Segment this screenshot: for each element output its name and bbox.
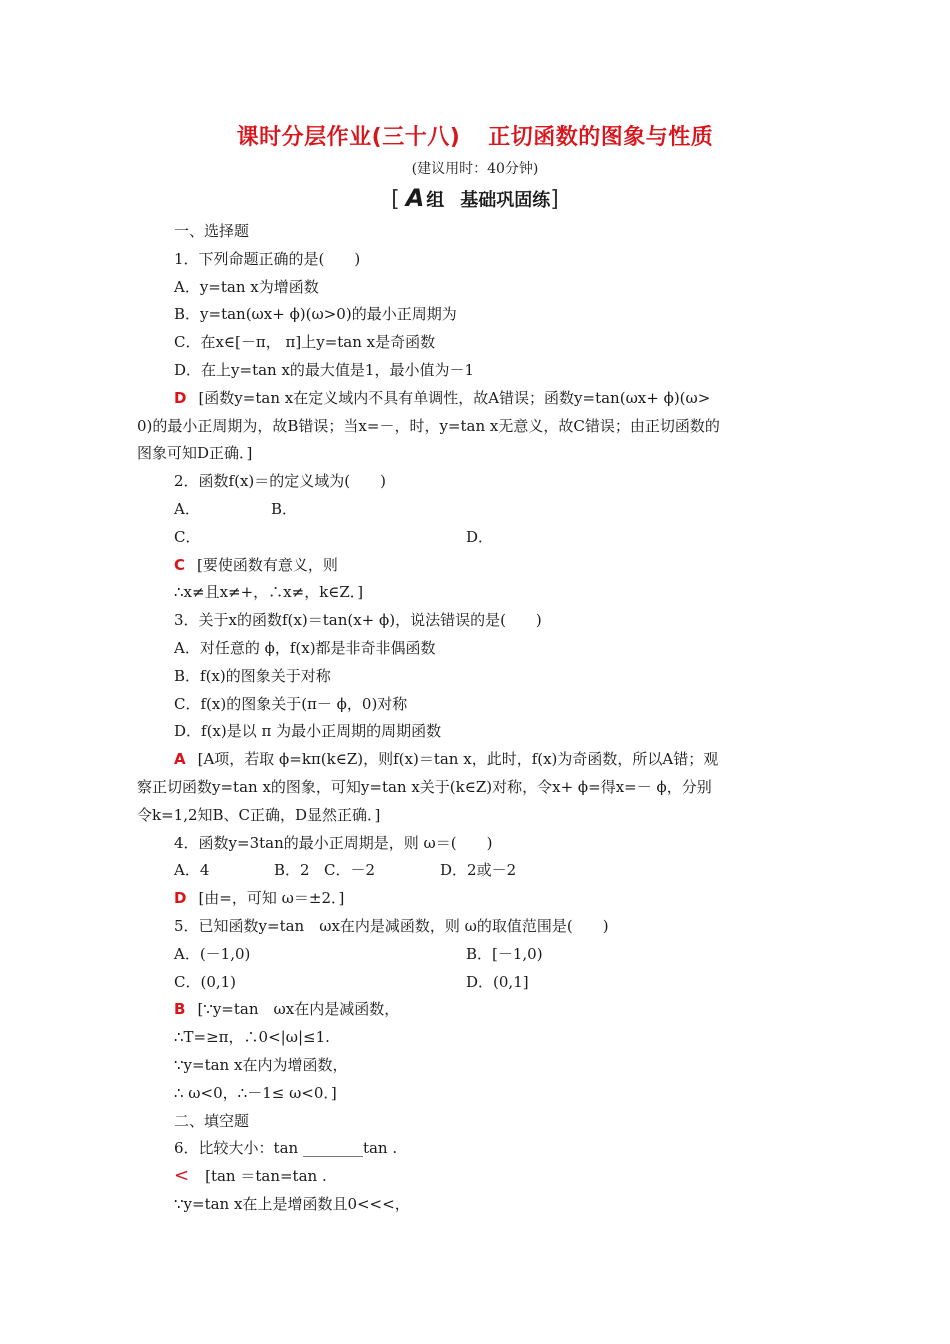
line-text: [A项，若取 ϕ=kπ(k∈Z)，则f(x)＝tan x，此时，f(x)为奇函数，所以A错；观 <box>197 750 719 768</box>
answer-key: D <box>174 389 187 407</box>
option-row <box>174 495 814 523</box>
text-line <box>137 773 712 801</box>
badge-bracket-close: ] <box>550 187 559 212</box>
line-text: B．f(x)的图象关于对称 <box>174 667 331 685</box>
option-item: D．2或－2 <box>440 861 517 879</box>
text-line <box>174 217 249 245</box>
text-line <box>174 467 386 495</box>
text-line <box>174 1023 330 1051</box>
option-item: D． <box>466 528 494 546</box>
text-line <box>174 1107 249 1135</box>
text-line <box>174 606 542 634</box>
line-text: A．对任意的 ϕ，f(x)都是非奇非偶函数 <box>174 639 436 657</box>
option-item: C． <box>174 528 201 546</box>
answer-line <box>174 995 399 1023</box>
answer-key: B <box>174 1000 186 1018</box>
text-line <box>137 412 720 440</box>
answer-line <box>174 551 338 579</box>
text-line <box>137 439 252 467</box>
answer-key: C <box>174 556 186 574</box>
line-text: ∵y=tan x在内为增函数， <box>174 1056 348 1074</box>
badge-group: 组 <box>426 190 445 211</box>
line-text: 5．已知函数y=tan ωx在内是减函数，则 ω的取值范围是( ) <box>174 917 609 935</box>
line-text: 图象可知D正确．] <box>137 444 253 462</box>
line-text: 4．函数y=3tan的最小正周期是，则 ω＝( ) <box>174 834 493 852</box>
line-text: [要使函数有意义，则 <box>197 556 338 574</box>
line-text: ∵y=tan x在上是增函数且0<<<， <box>174 1195 410 1213</box>
text-line <box>174 1190 410 1218</box>
line-text: 1．下列命题正确的是( ) <box>174 250 361 268</box>
text-line <box>137 801 380 829</box>
line-text: 6．比较大小：tan ________tan . <box>174 1139 398 1157</box>
answer-key: < <box>174 1165 190 1186</box>
option-item: B．[－1,0) <box>466 945 543 963</box>
answer-key: A <box>174 750 186 768</box>
option-row <box>174 856 814 884</box>
line-text: 察正切函数y=tan x的图象，可知y=tan x关于(k∈Z)对称，令x+ ϕ=得x=－ ϕ，分别 <box>137 778 712 796</box>
option-item: A．4 <box>174 861 210 879</box>
answer-line <box>174 384 710 412</box>
option-item: A．(－1,0) <box>174 945 251 963</box>
option-item: D．(0,1] <box>466 973 529 991</box>
line-text: [tan ＝tan=tan . <box>205 1167 327 1185</box>
line-text: 2．函数f(x)＝的定义域为( ) <box>174 472 386 490</box>
text-line <box>174 912 609 940</box>
text-line <box>174 356 474 384</box>
section-badge <box>0 184 950 212</box>
answer-line <box>174 884 344 912</box>
line-text: D．在上y=tan x的最大值是1，最小值为－1 <box>174 361 475 379</box>
line-text: C．在x∈[－π， π]上y=tan x是奇函数 <box>174 333 436 351</box>
line-text: C．f(x)的图象关于(π－ ϕ，0)对称 <box>174 695 408 713</box>
text-line <box>174 662 331 690</box>
option-item: A． <box>174 500 200 518</box>
option-row <box>174 523 814 551</box>
line-text: ∴x≠且x≠+，∴x≠，k∈Z．] <box>174 583 364 601</box>
badge-bracket-open: [ <box>391 187 400 212</box>
title-main: 课时分层作业(三十八) <box>236 125 461 150</box>
suggested-time: (建议用时：40分钟) <box>411 161 539 177</box>
text-line <box>174 1079 337 1107</box>
answer-line <box>174 1162 327 1190</box>
text-line <box>174 300 457 328</box>
text-line <box>174 245 360 273</box>
badge-letter: A <box>405 184 425 212</box>
badge-label: 基础巩固练 <box>460 190 551 211</box>
option-row <box>174 940 814 968</box>
text-line <box>174 273 319 301</box>
line-text: 二、填空题 <box>174 1112 250 1130</box>
line-text: 令k=1,2知B、C正确，D显然正确．] <box>137 806 381 824</box>
text-line <box>174 634 436 662</box>
text-line <box>174 829 492 857</box>
option-item: C．－2 <box>324 861 376 879</box>
line-text: D．f(x)是以 π 为最小正周期的周期函数 <box>174 722 442 740</box>
answer-key: D <box>174 889 187 907</box>
line-text: B．y=tan(ωx+ ϕ)(ω>0)的最小正周期为 <box>174 305 457 323</box>
answer-line <box>174 745 718 773</box>
line-text: ∴ ω<0，∴－1≤ ω<0．] <box>174 1084 337 1102</box>
line-text: 3．关于x的函数f(x)＝tan(x+ ϕ)，说法错误的是( ) <box>174 611 542 629</box>
line-text: [由=，可知 ω＝±2．] <box>198 889 345 907</box>
text-line <box>174 578 363 606</box>
option-row <box>174 968 814 996</box>
option-item: B．2 <box>274 861 310 879</box>
line-text: A．y=tan x为增函数 <box>174 278 319 296</box>
title-topic: 正切函数的图象与性质 <box>488 125 714 150</box>
line-text: [函数y=tan x在定义域内不具有单调性，故A错误；函数y=tan(ωx+ ϕ)(ω> <box>198 389 711 407</box>
text-line <box>174 1134 397 1162</box>
option-item: C．(0,1) <box>174 973 237 991</box>
page-title <box>0 120 950 151</box>
text-line <box>174 717 441 745</box>
text-line <box>174 328 435 356</box>
line-text: 0)的最小正周期为，故B错误；当x=－，时，y=tan x无意义，故C错误；由正切函数的 <box>137 417 720 435</box>
text-line <box>174 690 407 718</box>
line-text: [∵y=tan ωx在内是减函数， <box>197 1000 400 1018</box>
line-text: ∴T=≥π，∴0<|ω|≤1. <box>174 1028 330 1046</box>
option-item: B． <box>271 500 298 518</box>
line-text: 一、选择题 <box>174 222 250 240</box>
text-line <box>174 1051 347 1079</box>
